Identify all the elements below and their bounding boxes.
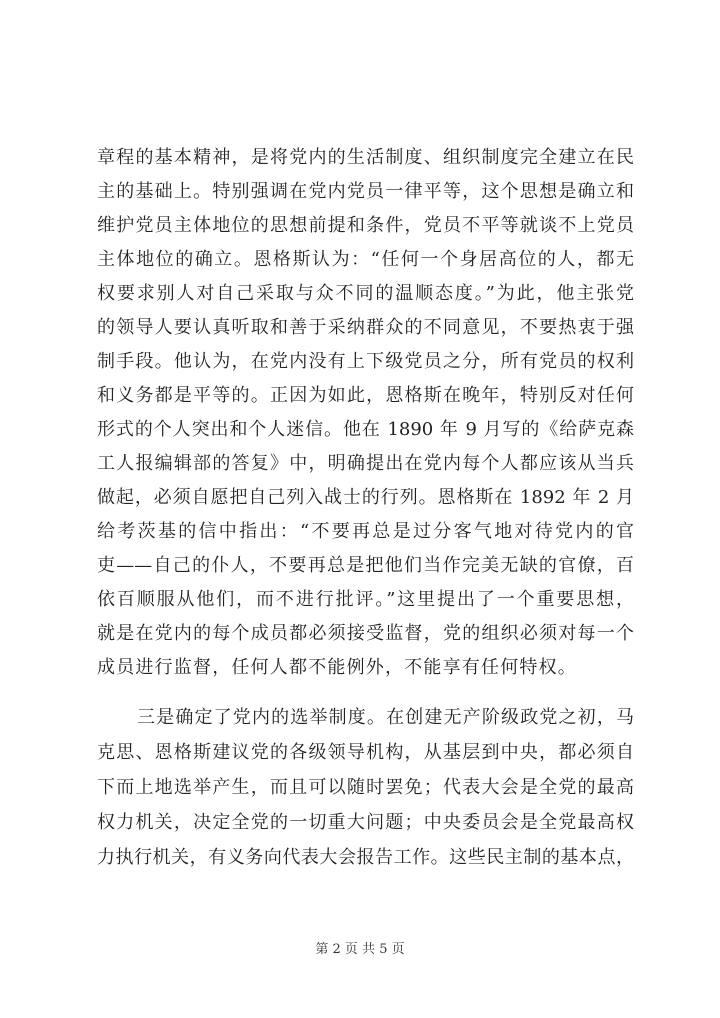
text-line: 主体地位的确立。恩格斯认为：“任何一个身居高位的人，都无 [97, 249, 634, 270]
paragraph-2 [97, 700, 634, 875]
text-line: 做起，必须自愿把自己列入战士的行列。恩格斯在 1892 年 2 月 [97, 487, 634, 508]
text-line: 三是确定了党内的选举制度。在创建无产阶级政党之初，马 [137, 707, 634, 728]
text-line: 和义务都是平等的。正因为如此，恩格斯在晚年，特别反对任何 [97, 385, 634, 406]
text-line: 依百顺服从他们，而不进行批评。”这里提出了一个重要思想， [97, 589, 634, 610]
text-line: 成员进行监督，任何人都不能例外，不能享有任何特权。 [97, 657, 577, 678]
text-line: 维护党员主体地位的思想前提和条件，党员不平等就谈不上党员 [97, 215, 634, 236]
text-line: 的领导人要认真听取和善于采纳群众的不同意见，不要热衷于强 [97, 317, 634, 338]
text-line: 章程的基本精神，是将党内的生活制度、组织制度完全建立在民 [97, 147, 634, 168]
text-line: 力执行机关，有义务向代表大会报告工作。这些民主制的基本点， [97, 847, 634, 868]
page-number-footer: 第 2 页 共 5 页 [315, 942, 405, 957]
paragraph-1 [97, 141, 634, 685]
text-line: 给考茨基的信中指出：“不要再总是过分客气地对待党内的官 [97, 521, 634, 542]
text-line: 权要求别人对自己采取与众不同的温顺态度。”为此，他主张党 [97, 283, 634, 304]
text-line: 形式的个人突出和个人迷信。他在 1890 年 9 月写的《给萨克森 [97, 419, 634, 440]
text-line: 下而上地选举产生，而且可以随时罢免；代表大会是全党的最高 [97, 777, 634, 798]
text-line: 克思、恩格斯建议党的各级领导机构，从基层到中央，都必须自 [97, 742, 634, 763]
text-line: 就是在党内的每个成员都必须接受监督，党的组织必须对每一个 [97, 623, 634, 644]
text-line: 制手段。他认为，在党内没有上下级党员之分，所有党员的权利 [97, 351, 634, 372]
text-line: 工人报编辑部的答复》中，明确提出在党内每个人都应该从当兵 [97, 453, 634, 474]
text-line: 吏——自己的仆人，不要再总是把他们当作完美无缺的官僚，百 [97, 555, 634, 576]
text-line: 权力机关，决定全党的一切重大问题；中央委员会是全党最高权 [97, 812, 634, 833]
text-line: 主的基础上。特别强调在党内党员一律平等，这个思想是确立和 [97, 181, 634, 202]
